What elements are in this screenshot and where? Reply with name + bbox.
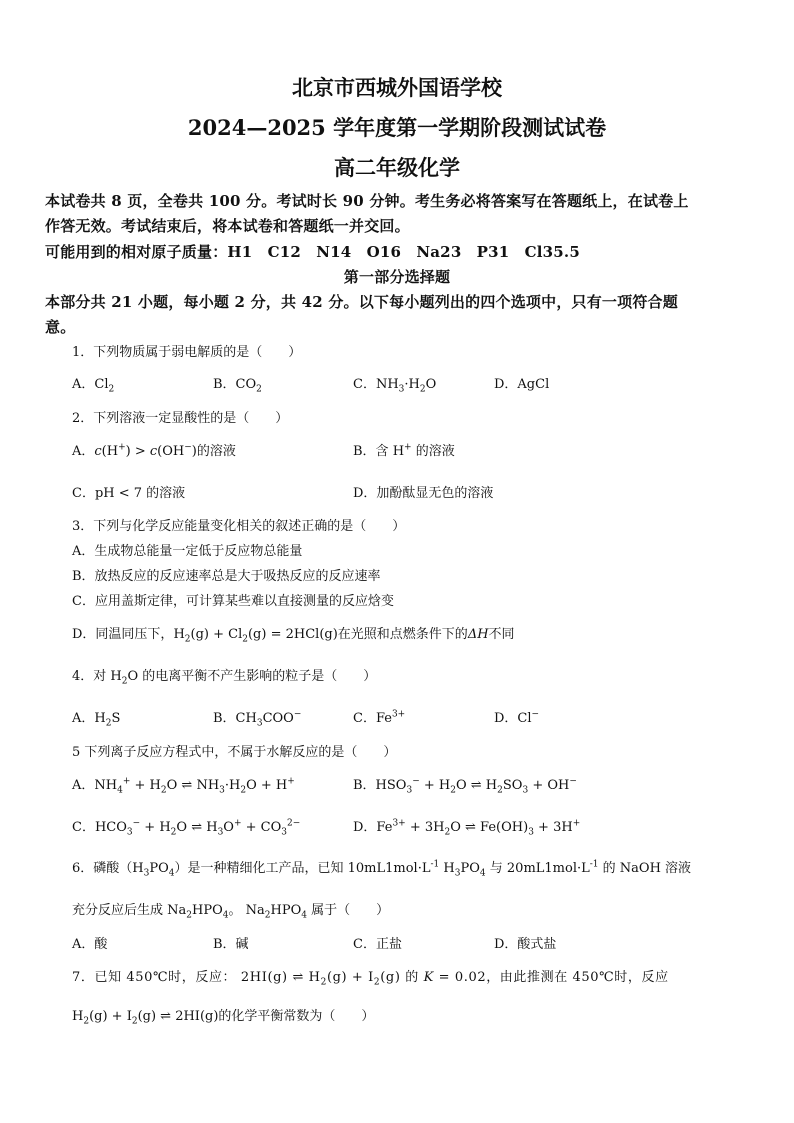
q6-stem-mid: ）是一种精细化工产品，已知 10mL1mol·L: [174, 861, 431, 876]
q4-stem-pre: 4．对: [72, 669, 107, 684]
q4-option-b: B．$CH_3COO^-$: [213, 709, 302, 729]
q1-stem: 1．下列物质属于弱电解质的是（ ）: [72, 345, 302, 360]
q1-option-d: D．AgCl: [494, 377, 550, 392]
q2-stem: 2．下列溶液一定显酸性的是（ ）: [72, 411, 289, 426]
q7-line2-tail: 的化学平衡常数为（ ）: [218, 1009, 375, 1024]
q2-c-tail: 的溶液: [146, 486, 186, 501]
q7-stem: 7．已知 450℃时，反应： 2HI(g) ⇌ $H_2(g) + I_2(g)$ 的 K = 0.02，由此推测在 450℃时，反应: [72, 970, 669, 988]
q5-option-a: A．$NH_4^+ + H_2O$ ⇌ $NH_3\cdot H_2O + H^+$: [72, 776, 295, 796]
q3-d-tail: 不同: [488, 627, 515, 642]
q2-option-d: D．加酚酞显无色的溶液: [353, 486, 494, 501]
q4-option-a: A．$H_2S$: [72, 711, 121, 729]
q6-option-b: B．碱: [213, 937, 249, 952]
q7-stem-tail: ，由此推测在 450℃时，反应: [486, 970, 669, 985]
q4-stem: 4．对 $H_2O$ 的电离平衡不产生影响的粒子是（ ）: [72, 669, 377, 687]
intro-line-2: 作答无效。考试结束后，将本试卷和答题纸一并交回。: [45, 217, 410, 235]
q1-option-c: C．$NH_3\cdot H_2O$: [353, 377, 437, 395]
q6-stem-pre: 6．磷酸（: [72, 861, 133, 876]
q1-option-b: B．$CO_2$: [213, 377, 262, 395]
q6-option-c: C．正盐: [353, 937, 402, 952]
q6-stem-tail: 的 NaOH 溶液: [602, 861, 692, 876]
section-title: 第一部分选择题: [343, 268, 451, 286]
q3-d-pre: D．同温同压下，: [72, 627, 174, 642]
q6-stem: 6．磷酸$(H_3PO_4)$是一种精细化工产品，已知 $10mL1mol\cdot L^{-1}$ $H_3PO_4$ 与 $20mL1mol\cdot L^{-1}$ 的 NaOH 溶液: [72, 859, 692, 879]
q6-line2-mid: 属于（ ）: [311, 903, 390, 918]
q7-stem-mid: 的: [405, 970, 419, 985]
q4-option-d: D．Cl−: [494, 709, 540, 726]
q5-option-d: D．$Fe^{3+} + 3H_2O$ ⇌ $Fe(OH)_3 + 3H^+$: [353, 818, 581, 838]
q2-b-tail: 的溶液: [415, 444, 455, 459]
q5-option-b: B．$HSO_3^- + H_2O$ ⇌ $H_2SO_3 + OH^-$: [353, 776, 577, 796]
q6-option-a: A．酸: [72, 937, 108, 952]
q7-stem-pre: 7．已知 450℃时，反应：: [72, 970, 237, 985]
q6-stem-mid2: 与 20mL1mol·L: [489, 861, 590, 876]
q2-option-c: C．pH < 7 的溶液: [72, 486, 186, 501]
q3-option-d: D．同温同压下，$H_2(g) + Cl_2(g) = 2HCl(g)$在光照和点燃条件下的ΔH不同: [72, 627, 515, 645]
q5-stem: 5 下列离子反应方程式中，不属于水解反应的是（ ）: [72, 745, 397, 760]
q1-option-a: A．$Cl_2$: [72, 377, 115, 395]
q5-option-c: C．$HCO_3^- + H_2O$ ⇌ $H_3O^+ + CO_3^{2-}$: [72, 818, 301, 838]
section-desc-1: 本部分共 21 小题，每小题 2 分，共 42 分。以下每小题列出的四个选项中，只有一项符合题: [45, 293, 678, 311]
q3-stem: 3．下列与化学反应能量变化相关的叙述正确的是（ ）: [72, 519, 406, 534]
q2-b-pre: B．含: [353, 444, 389, 459]
q2-option-b: B．含 H+ 的溶液: [353, 442, 455, 459]
subject-title: 高二年级化学: [334, 155, 460, 180]
q2-a-tail: 的溶液: [196, 444, 236, 459]
school-name: 北京市西城外国语学校: [292, 75, 502, 100]
q3-option-b: B．放热反应的反应速率总是大于吸热反应的反应速率: [72, 569, 381, 584]
section-desc-2: 意。: [45, 318, 76, 336]
q6-option-d: D．酸式盐: [494, 937, 557, 952]
q4-stem-tail: 的电离平衡不产生影响的粒子是（ ）: [142, 669, 377, 684]
q3-option-c: C．应用盖斯定律，可计算某些难以直接测量的反应焓变: [72, 594, 394, 609]
q3-option-a: A．生成物总能量一定低于反应物总能量: [72, 544, 303, 559]
q4-option-c: C．$Fe^{3+}$: [353, 709, 406, 726]
q6-line2-pre: 充分反应后生成: [72, 903, 164, 918]
q3-d-mid: 在光照和点燃条件下的: [337, 627, 468, 642]
q6-stem-line2: 充分反应后生成 $Na_2HPO_4$。 $Na_2HPO_4$ 属于（ ）: [72, 903, 390, 921]
q2-option-a: A．c(H+) > c(OH−)的溶液: [72, 442, 236, 459]
exam-title: 2024—2025 学年度第一学期阶段测试试卷: [187, 115, 607, 140]
atomic-masses: 可能用到的相对原子质量：H1 C12 N14 O16 Na23 P31 Cl35.5: [45, 243, 580, 261]
q7-stem-line2: $H_2(g) + I_2(g)$ ⇌ 2HI(g)的化学平衡常数为（ ）: [72, 1009, 375, 1027]
intro-line-1: 本试卷共 8 页，全卷共 100 分。考试时长 90 分钟。考生务必将答案写在答题纸上，在试卷上: [45, 192, 689, 210]
